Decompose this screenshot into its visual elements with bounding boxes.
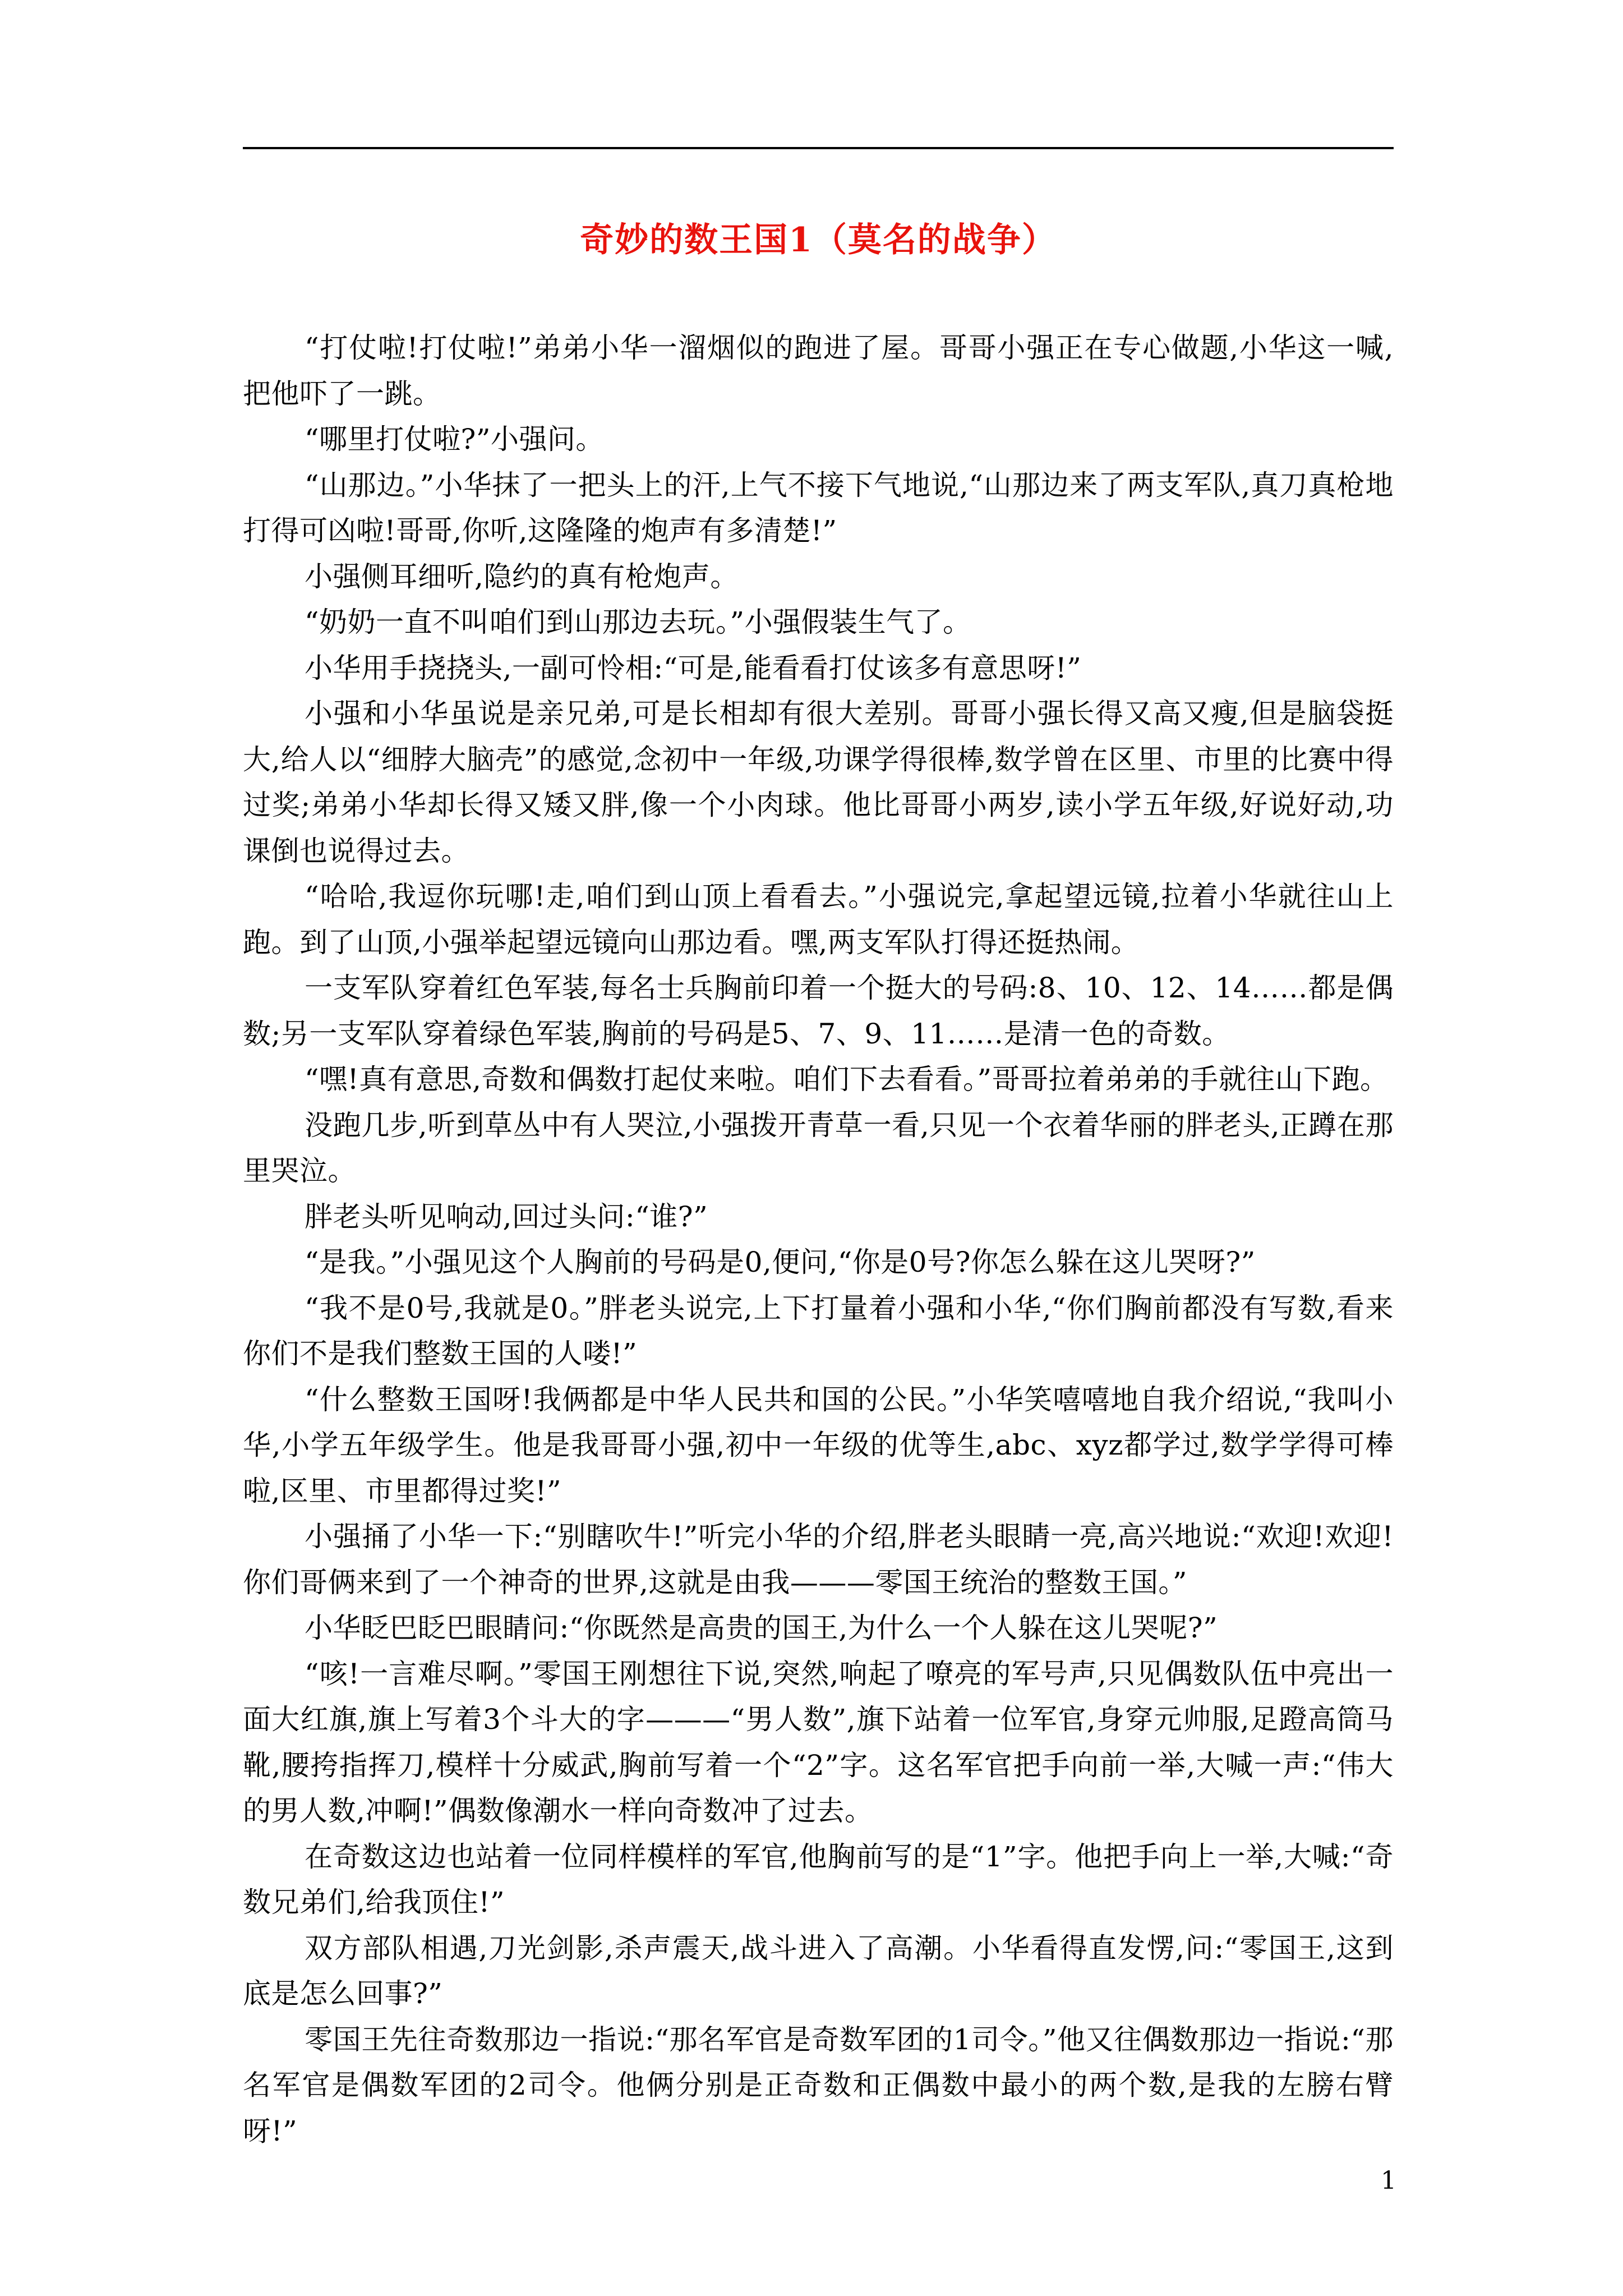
paragraph: 小强捅了小华一下:“别瞎吹牛!”听完小华的介绍,胖老头眼睛一亮,高兴地说:“欢迎!欢迎!你们哥俩来到了一个神奇的世界,这就是由我———零国王统治的整数王国。” bbox=[243, 1520, 1394, 1599]
paragraph: 双方部队相遇,刀光剑影,杀声震天,战斗进入了高潮。小华看得直发愣,问:“零国王,这到底是怎么回事?” bbox=[243, 1931, 1394, 2010]
paragraph: 没跑几步,听到草丛中有人哭泣,小强拨开青草一看,只见一个衣着华丽的胖老头,正蹲在那里哭泣。 bbox=[243, 1108, 1394, 1187]
paragraph: “我不是0号,我就是0。”胖老头说完,上下打量着小强和小华,“你们胸前都没有写数,看来你们不是我们整数王国的人喽!” bbox=[243, 1291, 1394, 1370]
paragraph: 小强侧耳细听,隐约的真有枪炮声。 bbox=[305, 560, 739, 593]
paragraph: 小华眨巴眨巴眼睛问:“你既然是高贵的国王,为什么一个人躲在这儿哭呢?” bbox=[305, 1612, 1218, 1644]
document-body bbox=[243, 325, 1394, 2154]
paragraph: “打仗啦!打仗啦!”弟弟小华一溜烟似的跑进了屋。哥哥小强正在专心做题,小华这一喊,把他吓了一跳。 bbox=[243, 332, 1394, 410]
paragraph: 小强和小华虽说是亲兄弟,可是长相却有很大差别。哥哥小强长得又高又瘦,但是脑袋挺大,给人以“细脖大脑壳”的感觉,念初中一年级,功课学得很棒,数学曾在区里、市里的比赛中得过奖;弟弟小华却长得又矮又胖,像一个小肉球。他比哥哥小两岁,读小学五年级,好说好动,功课倒也说得过去。 bbox=[243, 697, 1394, 867]
paragraph: “嘿!真有意思,奇数和偶数打起仗来啦。咱们下去看看。”哥哥拉着弟弟的手就往山下跑。 bbox=[305, 1063, 1389, 1096]
page-number: 1 bbox=[1381, 2166, 1396, 2195]
paragraph: “奶奶一直不叫咱们到山那边去玩。”小强假装生气了。 bbox=[305, 606, 971, 638]
paragraph: 零国王先往奇数那边一指说:“那名军官是奇数军团的1司令。”他又往偶数那边一指说:“那名军官是偶数军团的2司令。他俩分别是正奇数和正偶数中最小的两个数,是我的左膀右臂呀!” bbox=[243, 2023, 1394, 2147]
paragraph: “咳!一言难尽啊。”零国王刚想往下说,突然,响起了嘹亮的军号声,只见偶数队伍中亮出一面大红旗,旗上写着3个斗大的字———“男人数”,旗下站着一位军官,身穿元帅服,足蹬高筒马靴,腰挎指挥刀,模样十分威武,胸前写着一个“2”字。这名军官把手向前一举,大喊一声:“伟大的男人数,冲啊!”偶数像潮水一样向奇数冲了过去。 bbox=[243, 1657, 1394, 1827]
paragraph: “哪里打仗啦?”小强问。 bbox=[305, 423, 604, 455]
paragraph: 小华用手挠挠头,一副可怜相:“可是,能看看打仗该多有意思呀!” bbox=[305, 651, 1082, 684]
paragraph: 一支军队穿着红色军装,每名士兵胸前印着一个挺大的号码:8、10、12、14……都是偶数;另一支军队穿着绿色军装,胸前的号码是5、7、9、11……是清一色的奇数。 bbox=[243, 972, 1394, 1050]
document-title: 奇妙的数王国1（莫名的战争） bbox=[580, 220, 1057, 260]
paragraph: “山那边。”小华抹了一把头上的汗,上气不接下气地说,“山那边来了两支军队,真刀真枪地打得可凶啦!哥哥,你听,这隆隆的炮声有多清楚!” bbox=[243, 468, 1394, 547]
paragraph: 在奇数这边也站着一位同样模样的军官,他胸前写的是“1”字。他把手向上一举,大喊:“奇数兄弟们,给我顶住!” bbox=[243, 1840, 1394, 1918]
paragraph: 胖老头听见响动,回过头问:“谁?” bbox=[305, 1200, 708, 1233]
paragraph: “什么整数王国呀!我俩都是中华人民共和国的公民。”小华笑嘻嘻地自我介绍说,“我叫小华,小学五年级学生。他是我哥哥小强,初中一年级的优等生,abc、xyz都学过,数学学得可棒啦,区里、市里都得过奖!” bbox=[243, 1383, 1394, 1507]
paragraph: “哈哈,我逗你玩哪!走,咱们到山顶上看看去。”小强说完,拿起望远镜,拉着小华就往山上跑。到了山顶,小强举起望远镜向山那边看。嘿,两支军队打得还挺热闹。 bbox=[243, 880, 1394, 959]
header-rule bbox=[243, 147, 1394, 149]
paragraph: “是我。”小强见这个人胸前的号码是0,便问,“你是0号?你怎么躲在这儿哭呀?” bbox=[305, 1246, 1256, 1278]
